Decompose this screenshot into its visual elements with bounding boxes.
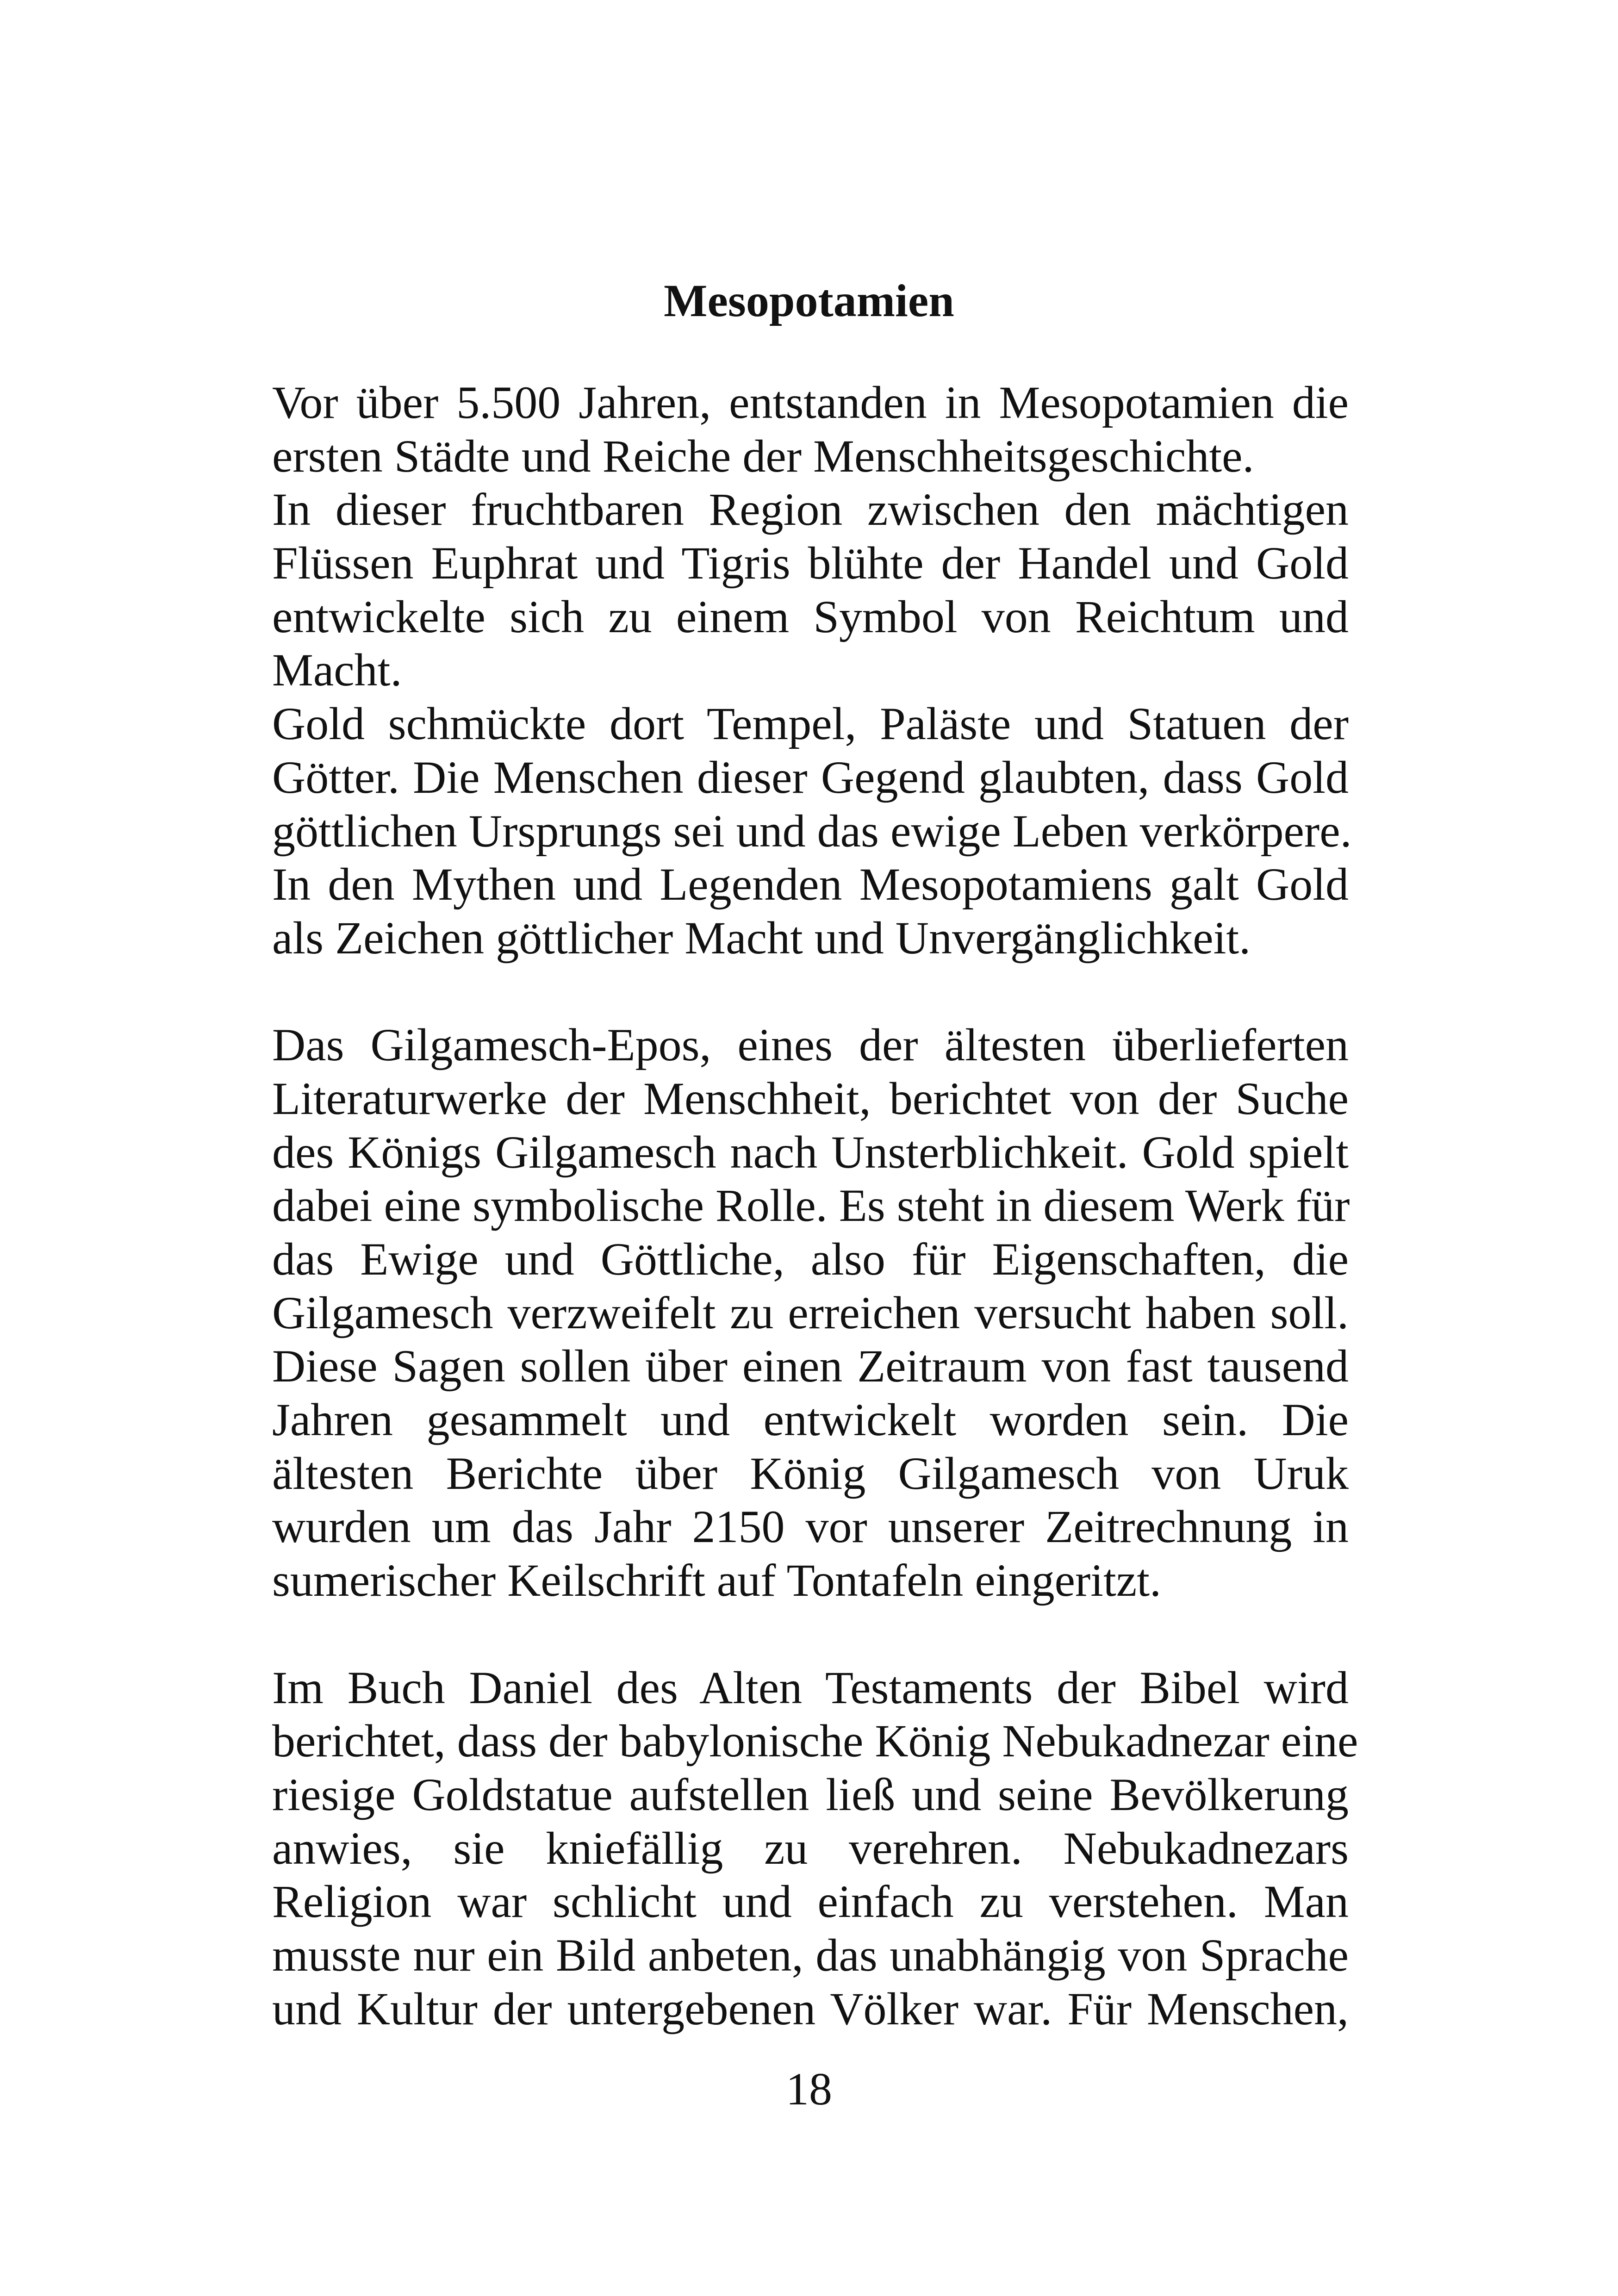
text-line: ältesten Berichte über König Gilgamesch von Uruk xyxy=(272,1447,1349,1499)
paragraph xyxy=(272,1661,1358,2036)
chapter-title: Mesopotamien xyxy=(664,275,954,326)
text-line: göttlichen Ursprungs sei und das ewige Leben verkörpere. xyxy=(272,805,1352,857)
text-line: anwies, sie kniefällig zu verehren. Nebukadnezars xyxy=(272,1822,1349,1874)
text-line: berichtet, dass der babylonische König Nebukadnezar eine xyxy=(272,1715,1358,1767)
text-line: riesige Goldstatue aufstellen ließ und seine Bevölkerung xyxy=(272,1768,1349,1820)
text-line: In den Mythen und Legenden Mesopotamiens galt Gold xyxy=(272,859,1349,910)
text-line: Jahren gesammelt und entwickelt worden sein. Die xyxy=(272,1394,1349,1446)
text-line: dabei eine symbolische Rolle. Es steht in diesem Werk für xyxy=(272,1180,1350,1232)
text-line: Diese Sagen sollen über einen Zeitraum von fast tausend xyxy=(272,1340,1349,1392)
text-line: Macht. xyxy=(272,644,402,696)
text-line: und Kultur der untergebenen Völker war. Für Menschen, xyxy=(272,1983,1349,2035)
text-line: Im Buch Daniel des Alten Testaments der Bibel wird xyxy=(272,1661,1349,1713)
paragraph xyxy=(272,1018,1349,1607)
text-line: In dieser fruchtbaren Region zwischen den mächtigen xyxy=(272,484,1349,535)
text-line: ersten Städte und Reiche der Menschheitsgeschichte. xyxy=(272,430,1254,482)
text-line: entwickelte sich zu einem Symbol von Reichtum und xyxy=(272,591,1349,642)
text-line: Gilgamesch verzweifelt zu erreichen versucht haben soll. xyxy=(272,1287,1349,1338)
body-text xyxy=(272,376,1358,2035)
text-line: als Zeichen göttlicher Macht und Unvergänglichkeit. xyxy=(272,912,1251,964)
text-line: Vor über 5.500 Jahren, entstanden in Mesopotamien die xyxy=(272,377,1349,428)
text-line: sumerischer Keilschrift auf Tontafeln eingeritzt. xyxy=(272,1555,1161,1606)
paragraph xyxy=(272,376,1352,965)
text-line: Religion war schlicht und einfach zu verstehen. Man xyxy=(272,1876,1349,1928)
text-line: des Königs Gilgamesch nach Unsterblichkeit. Gold spielt xyxy=(272,1126,1349,1178)
text-line: Götter. Die Menschen dieser Gegend glaubten, dass Gold xyxy=(272,751,1349,803)
text-line: Literaturwerke der Menschheit, berichtet von der Suche xyxy=(272,1072,1349,1124)
text-line: das Ewige und Göttliche, also für Eigenschaften, die xyxy=(272,1233,1349,1285)
text-line: wurden um das Jahr 2150 vor unserer Zeitrechnung in xyxy=(272,1501,1349,1553)
page-number: 18 xyxy=(786,2063,832,2115)
text-line: Gold schmückte dort Tempel, Paläste und Statuen der xyxy=(272,698,1349,750)
text-line: Das Gilgamesch-Epos, eines der ältesten überlieferten xyxy=(272,1019,1349,1071)
text-line: musste nur ein Bild anbeten, das unabhängig von Sprache xyxy=(272,1929,1349,1981)
text-line: Flüssen Euphrat und Tigris blühte der Handel und Gold xyxy=(272,537,1349,589)
